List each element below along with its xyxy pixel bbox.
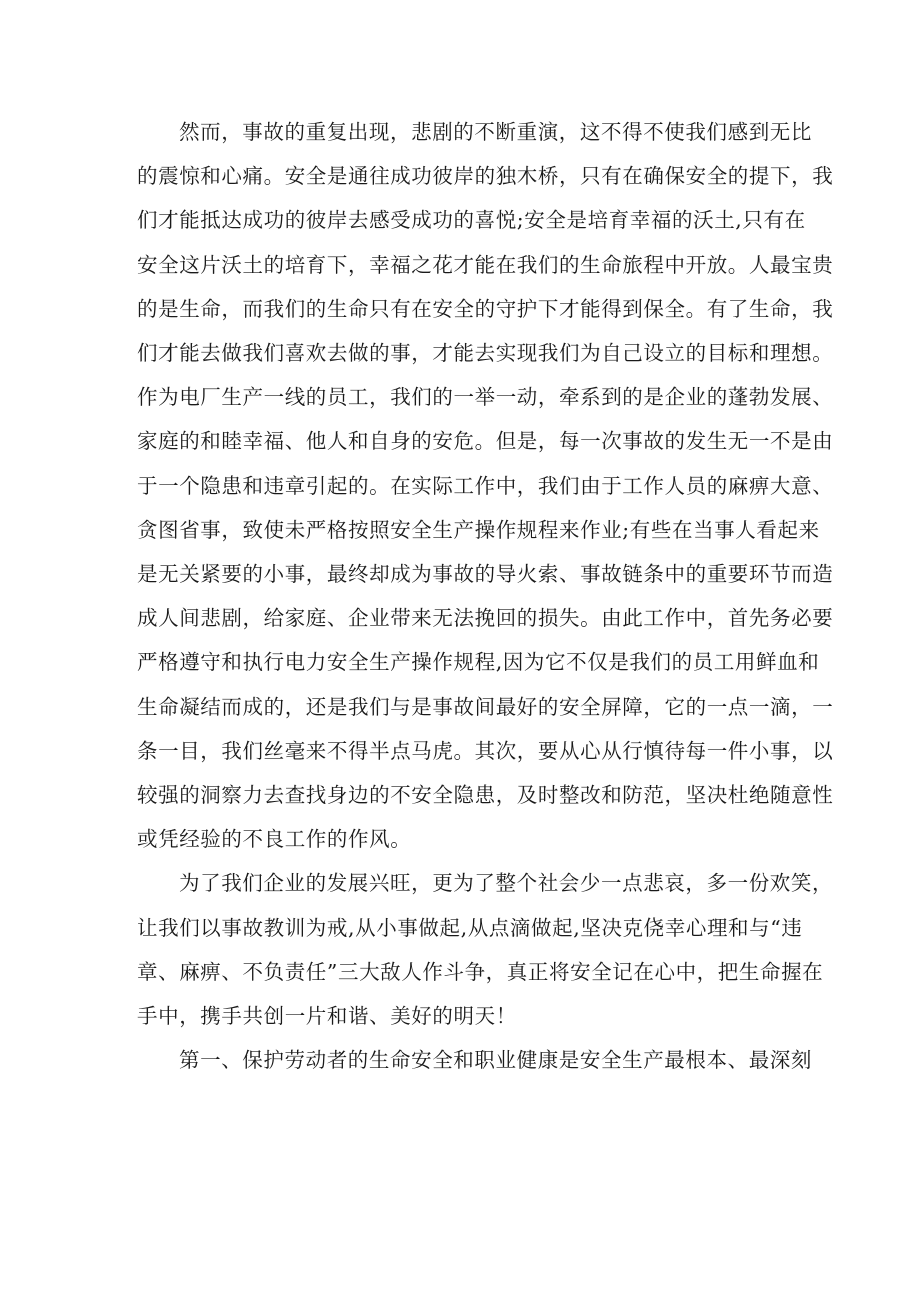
text-line: 们才能抵达成功的彼岸去感受成功的喜悦;安全是培育幸福的沃土,只有在 xyxy=(137,208,806,233)
text-line: 然而，事故的重复出现，悲剧的不断重演，这不得不使我们感到无比 xyxy=(179,120,812,144)
text-line: 为了我们企业的发展兴旺，更为了整个社会少一点悲哀，多一份欢笑， xyxy=(179,871,834,896)
text-line: 成人间悲剧，给家庭、企业带来无法挽回的损失。由此工作中，首先务必要 xyxy=(137,606,834,631)
paragraph-3 xyxy=(137,1038,812,1082)
text-line: 的是生命，而我们的生命只有在安全的守护下才能得到保全。有了生命，我 xyxy=(137,296,834,321)
text-line: 贪图省事，致使未严格按照安全生产操作规程来作业;有些在当事人看起来 xyxy=(137,517,820,542)
text-line: 是无关紧要的小事，最终却成为事故的导火索、事故链条中的重要环节而造 xyxy=(137,562,834,587)
text-line: 安全这片沃土的培育下，幸福之花才能在我们的生命旅程中开放。人最宝贵 xyxy=(137,252,834,277)
text-line: 章、麻痹、不负责任”三大敌人作斗争，真正将安全记在心中，把生命握在 xyxy=(137,959,824,984)
text-line: 或凭经验的不良工作的作风。 xyxy=(137,827,412,852)
text-line: 于一个隐患和违章引起的。在实际工作中，我们由于工作人员的麻痹大意、 xyxy=(137,473,834,498)
text-line: 较强的洞察力去查找身边的不安全隐患，及时整改和防范，坚决杜绝随意性 xyxy=(137,783,834,808)
text-line: 家庭的和睦幸福、他人和自身的安危。但是，每一次事故的发生无一不是由 xyxy=(137,429,834,454)
text-line: 们才能去做我们喜欢去做的事，才能去实现我们为自己设立的目标和理想。 xyxy=(137,341,834,366)
document-body xyxy=(137,110,834,1082)
text-line: 的震惊和心痛。安全是通往成功彼岸的独木桥，只有在确保安全的提下，我 xyxy=(137,164,834,189)
paragraph-2 xyxy=(137,861,834,1038)
text-line: 让我们以事故教训为戒,从小事做起,从点滴做起,坚决克侥幸心理和与“违 xyxy=(137,915,803,940)
text-line: 作为电厂生产一线的员工，我们的一举一动，牵系到的是企业的蓬勃发展、 xyxy=(137,385,834,410)
text-line: 严格遵守和执行电力安全生产操作规程,因为它不仅是我们的员工用鲜血和 xyxy=(137,650,820,675)
text-line: 条一目，我们丝毫来不得半点马虎。其次，要从心从行慎待每一件小事，以 xyxy=(137,738,834,763)
paragraph-1 xyxy=(137,110,834,861)
text-line: 生命凝结而成的，还是我们与是事故间最好的安全屏障，它的一点一滴，一 xyxy=(137,694,834,719)
text-line: 第一、保护劳动者的生命安全和职业健康是安全生产最根本、最深刻 xyxy=(179,1048,812,1073)
text-line: 手中，携手共创一片和谐、美好的明天！ xyxy=(137,1004,517,1029)
